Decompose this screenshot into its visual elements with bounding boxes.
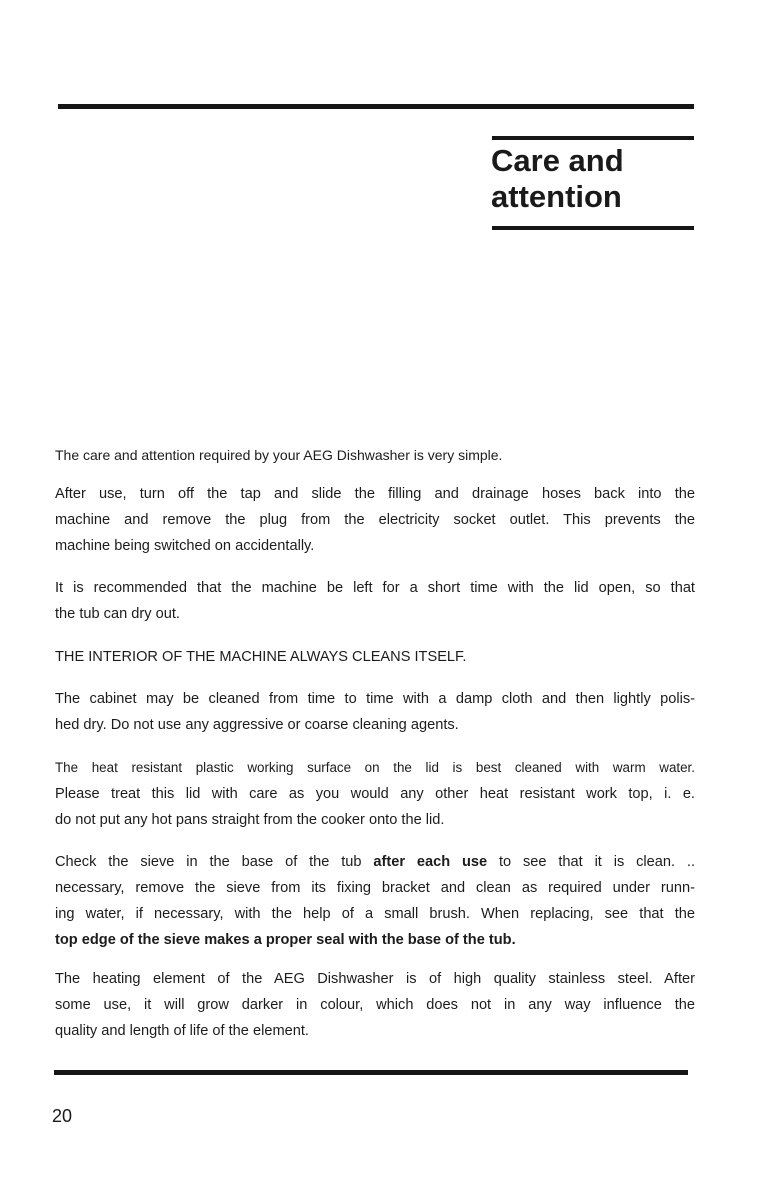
title-rule-top	[492, 136, 694, 140]
paragraph-line: THE INTERIOR OF THE MACHINE ALWAYS CLEANS ITSELF.	[55, 649, 467, 665]
paragraph-line: do not put any hot pans straight from the cooker onto the lid.	[55, 812, 445, 828]
interior-paragraph	[55, 644, 695, 670]
text-run: Check the sieve in the base of the tub	[55, 854, 374, 870]
sieve-paragraph	[55, 849, 695, 953]
paragraph-line: It is recommended that the machine be left for a short time with the lid open, so that	[55, 580, 695, 596]
top-divider-rule	[58, 104, 694, 109]
paragraph-line: The cabinet may be cleaned from time to time with a damp cloth and then lightly polis-	[55, 691, 695, 707]
paragraph-line: the tub can dry out.	[55, 606, 180, 622]
paragraph-line: ing water, if necessary, with the help of a small brush. When replacing, see that the	[55, 906, 695, 922]
page-number: 20	[52, 1106, 73, 1126]
paragraph-line: some use, it will grow darker in colour, which does not in any way influence the	[55, 997, 695, 1013]
text-run: to see that it is clean. ..	[487, 854, 695, 870]
paragraph-line: machine and remove the plug from the electricity socket outlet. This prevents the	[55, 512, 695, 528]
intro-paragraph	[55, 442, 695, 468]
paragraph-line: quality and length of life of the element.	[55, 1023, 309, 1039]
paragraph-line: necessary, remove the sieve from its fixing bracket and clean as required under runn-	[55, 880, 695, 896]
surface-paragraph	[55, 755, 695, 833]
heating-paragraph	[55, 966, 695, 1044]
paragraph-line: Please treat this lid with care as you would any other heat resistant work top, i. e.	[55, 786, 695, 802]
cabinet-paragraph	[55, 686, 695, 738]
paragraph-line	[55, 927, 695, 953]
paragraph-line	[55, 849, 695, 875]
paragraph-line: After use, turn off the tap and slide the filling and drainage hoses back into the	[55, 486, 695, 502]
title-rule-bottom	[492, 226, 694, 230]
paragraph-line: machine being switched on accidentally.	[55, 538, 315, 554]
paragraph-line: The heating element of the AEG Dishwasher is of high quality stainless steel. After	[55, 971, 695, 987]
intro-line: The care and attention required by your AEG Dishwasher is very simple.	[55, 447, 503, 463]
paragraph-line: The heat resistant plastic working surface on the lid is best cleaned with warm water.	[55, 760, 695, 775]
paragraph-line: hed dry. Do not use any aggressive or coarse cleaning agents.	[55, 717, 459, 733]
bottom-divider-rule	[54, 1070, 688, 1075]
page-title-line-1: Care and	[491, 143, 624, 178]
emphasis-text: after each use	[373, 854, 488, 870]
page-title-line-2: attention	[491, 179, 622, 214]
recommend-paragraph	[55, 575, 695, 627]
after-use-paragraph	[55, 481, 695, 559]
emphasis-text: top edge of the sieve makes a proper seal with the base of the tub.	[55, 932, 516, 948]
page-title	[491, 143, 624, 215]
